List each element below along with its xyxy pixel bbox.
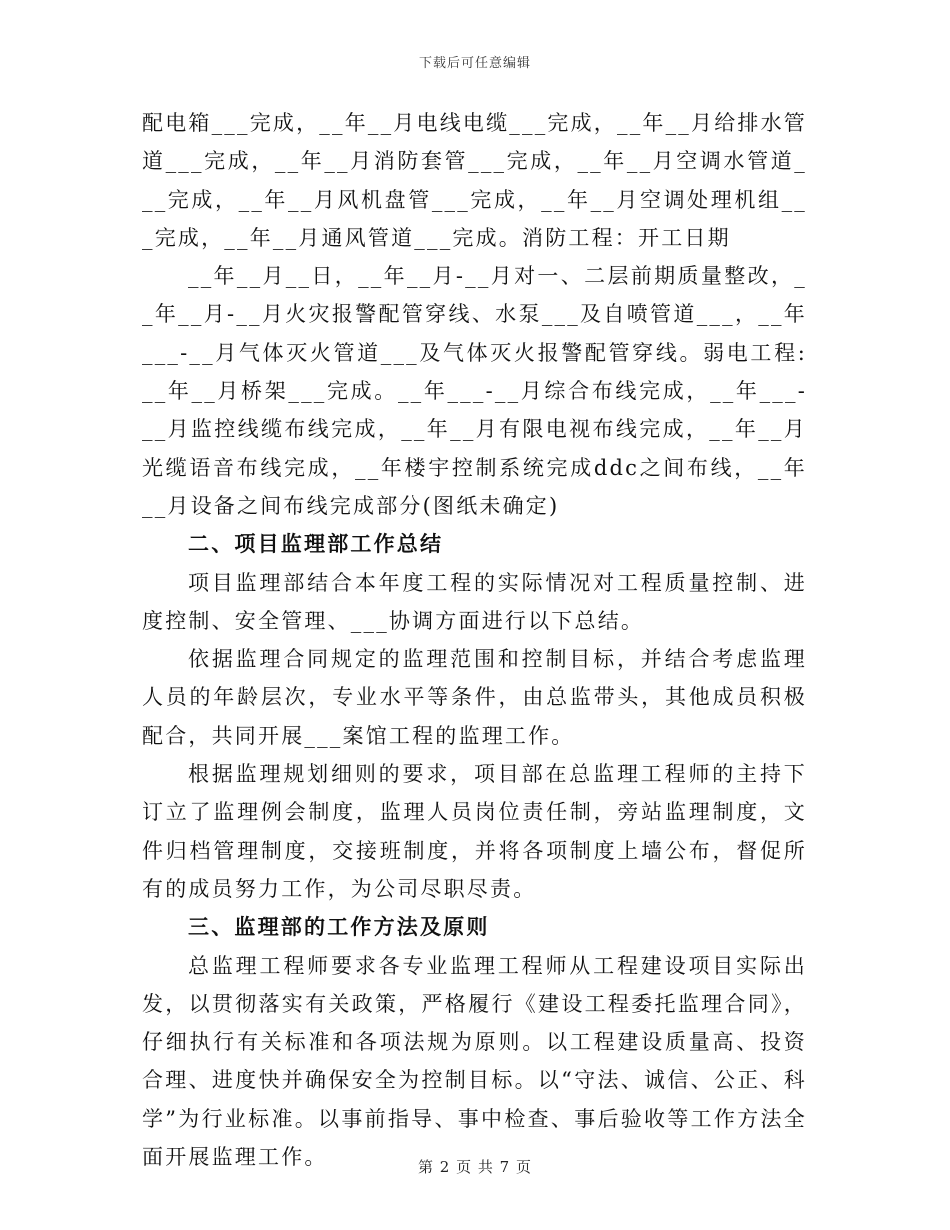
page-header: 下载后可任意编辑 [418, 56, 531, 71]
paragraph-work-principles: 总监理工程师要求各专业监理工程师从工程建设项目实际出发，以贯彻落实有关政策，严格履行《建设工程委托监理合同》，仔细执行有关标准和各项法规为原则。以工程建设质量高、投资合理、进度快并确保安全为控制目标。以“守法、诚信、公正、科学”为行业标准。以事前指导、事中检查、事后验收等工作方法全面开展监理工作。 [142, 953, 807, 1170]
paragraph-management-system: 根据监理规划细则的要求，项目部在总监理工程师的主持下订立了监理例会制度，监理人员岗位责任制，旁站监理制度，文件归档管理制度，交接班制度，并将各项制度上墙公布，督促所有的成员努力工作，为公司尽职尽责。 [142, 762, 807, 901]
section-heading-2: 二、项目监理部工作总结 [188, 532, 444, 557]
paragraph-schedule-continued: 配电箱___完成，__年__月电线电缆___完成，__年__月给排水管道___完成，__年__月消防套管___完成，__年__月空调水管道___完成，__年__月风机盘管___完成，__年__月空调处理机组___完成，__年__月通风管道___完成。消防工程：开工日期 [142, 111, 807, 250]
paragraph-summary-intro: 项目监理部结合本年度工程的实际情况对工程质量控制、进度控制、安全管理、___协调方面进行以下总结。 [142, 570, 807, 633]
paragraph-contract-basis: 依据监理合同规定的监理范围和控制目标，并结合考虑监理人员的年龄层次，专业水平等条件，由总监带头，其他成员积极配合，共同开展___案馆工程的监理工作。 [142, 647, 807, 748]
page-footer: 第 2 页 共 7 页 [418, 1158, 532, 1176]
section-heading-3: 三、监理部的工作方法及原则 [188, 915, 490, 940]
document-body [142, 104, 807, 1176]
paragraph-fire-and-low-voltage: __年__月__日，__年__月-__月对一、二层前期质量整改，__年__月-__月火灾报警配管穿线、水泵___及自喷管道___，__年___-__月气体灭火管道___及气体灭火报警配管穿线。弱电工程:__年__月桥架___完成。__年___-__月综合布线完成，__年___-__月监控线缆布线完成，__年__月有限电视布线完成，__年__月光缆语音布线完成，__年楼宇控制系统完成ddc之间布线，__年__月设备之间布线完成部分(图纸未确定) [142, 264, 807, 518]
